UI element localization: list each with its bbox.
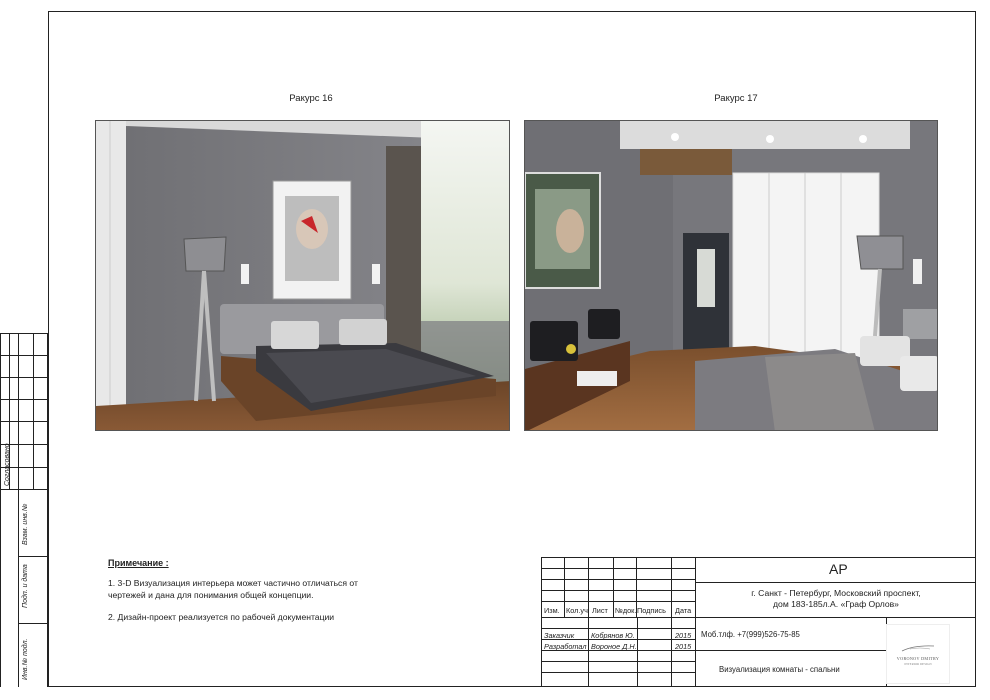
- header-list: Лист: [592, 606, 608, 615]
- approved-label: Согласовано: [4, 443, 11, 486]
- render-16-image: [95, 120, 510, 431]
- role-developer: Разработал: [544, 642, 587, 651]
- customer-name: Кобрянов Ю.: [591, 631, 635, 640]
- logo-subtext: INTERIOR DESIGN: [904, 661, 932, 666]
- developer-date: 2015: [675, 642, 692, 651]
- render-17-image: [524, 120, 938, 431]
- sheet-title: Визуализация комнаты - спальни: [719, 665, 840, 674]
- address-line-2: дом 183-185л.А. «Граф Орлов»: [773, 599, 899, 609]
- notes-title: Примечание :: [108, 558, 169, 568]
- header-podpis: Подпись: [637, 606, 666, 615]
- inv-replace-label: Взам. инв.№: [22, 503, 29, 545]
- header-izm: Изм.: [544, 606, 560, 615]
- header-kol-uch: Кол.уч: [566, 606, 588, 615]
- customer-date: 2015: [675, 631, 692, 640]
- view-caption-17: Ракурс 17: [714, 93, 758, 104]
- view-caption-16: Ракурс 16: [289, 93, 333, 104]
- developer-name: Вороное Д.Н.: [591, 642, 637, 651]
- logo-mark-icon: [900, 643, 936, 653]
- logo: [886, 624, 950, 684]
- note-2: 2. Дизайн-проект реализуется по рабочей документации: [108, 612, 335, 622]
- title-block: [541, 557, 976, 687]
- header-ndok: №док.: [615, 606, 637, 615]
- address-line-1: г. Санкт - Петербург, Московский проспект,: [751, 588, 921, 598]
- note-1-line-2: чертежей и дана для понимания общей концепции.: [108, 590, 314, 600]
- note-1-line-1: 1. 3-D Визуализация интерьера может частично отличаться от: [108, 578, 358, 588]
- role-customer: Заказчик: [544, 631, 575, 640]
- doc-code: АР: [829, 561, 848, 577]
- logo-text: VORONOV DMITRY: [896, 655, 940, 661]
- header-data: Дата: [675, 606, 692, 615]
- inv-orig-label: Инв.№ подл.: [22, 638, 29, 680]
- sign-date-label: Подп. и дата: [22, 564, 29, 608]
- phone: Моб.тлф. +7(999)526-75-85: [701, 630, 800, 639]
